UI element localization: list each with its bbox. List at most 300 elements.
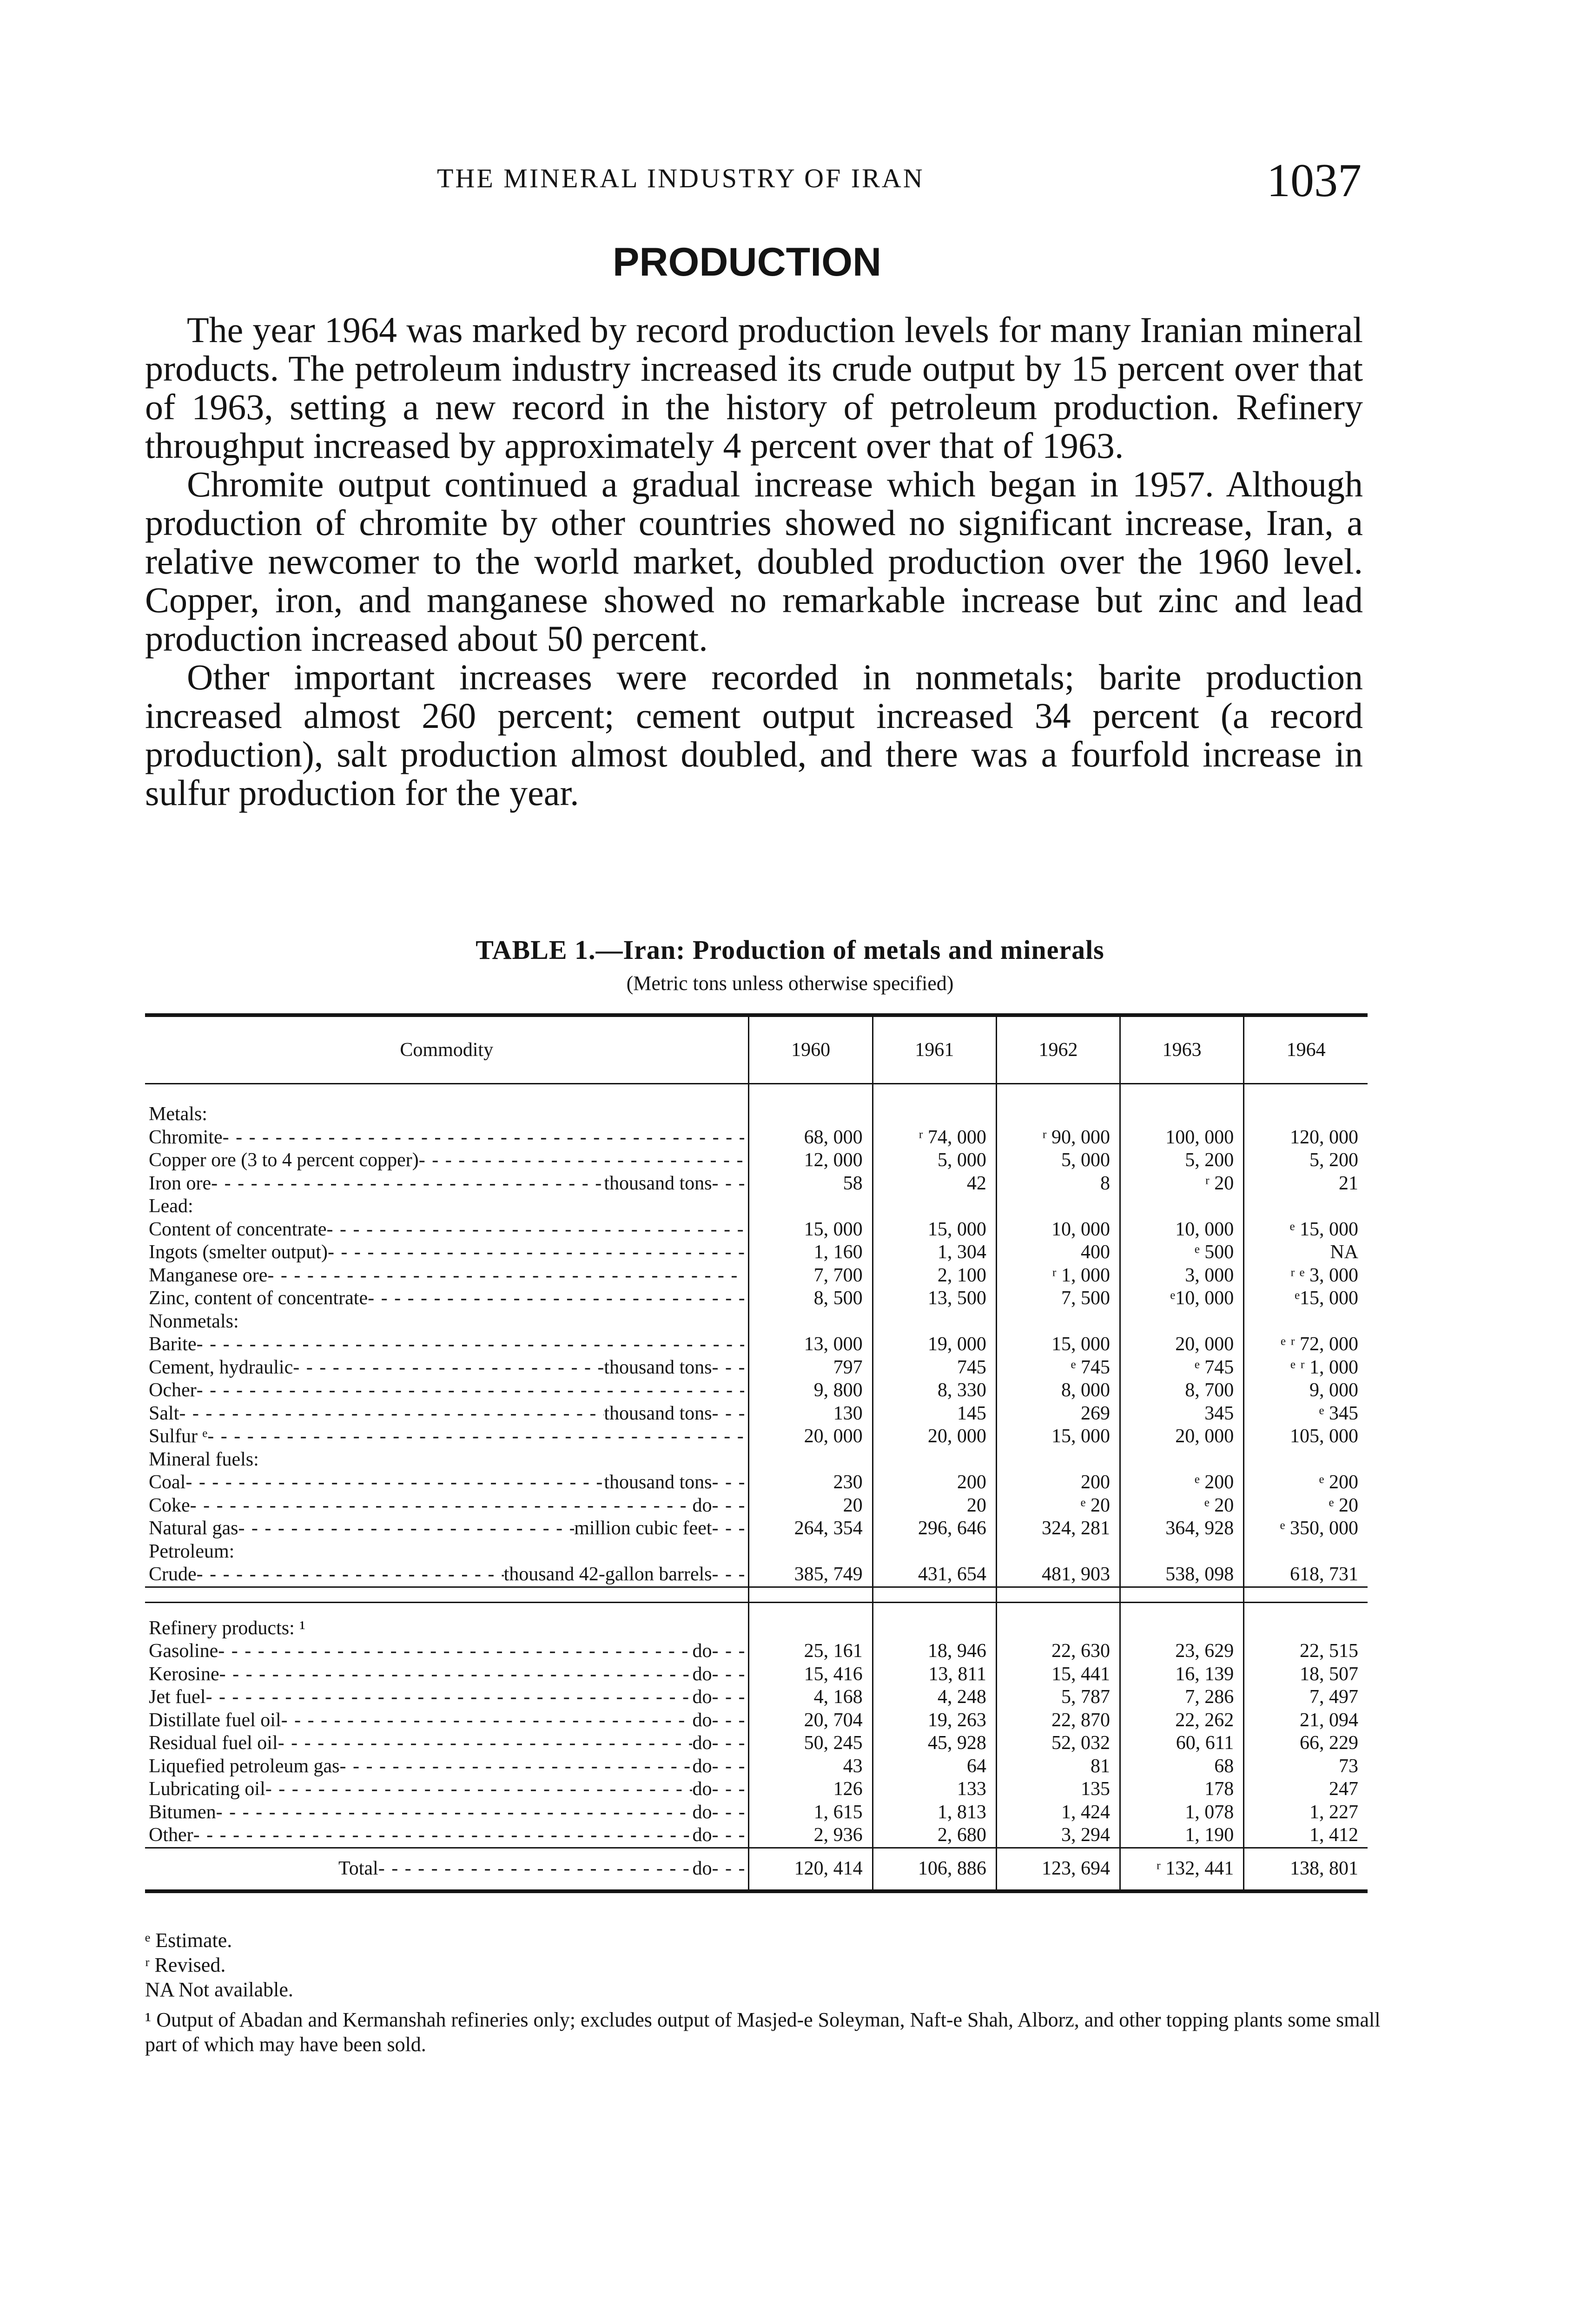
unit-label: do [692,1709,712,1731]
value-cell: 73 [1244,1755,1368,1778]
dot-leader [712,1824,744,1847]
table-row [145,1640,1368,1663]
value-cell: 15, 000 [749,1218,873,1241]
value-cell: 133 [873,1778,996,1801]
dot-leader [712,1494,744,1518]
commodity-cell [145,1195,749,1218]
commodity-cell [145,1640,749,1663]
commodity-label: Crude [149,1564,197,1585]
commodity-cell [145,1663,749,1686]
commodity-cell [145,1241,749,1264]
page-header [0,153,1580,209]
production-table [145,1013,1368,1893]
value-cell: ᵉ 20 [1120,1494,1244,1518]
value-cell [1120,1310,1244,1334]
table-row [145,1755,1368,1778]
table-row [145,1241,1368,1264]
value-cell: 3, 294 [996,1824,1120,1848]
value-cell: 400 [996,1241,1120,1264]
value-cell: 20 [873,1494,996,1518]
commodity-label: Chromite [149,1126,223,1148]
value-cell: 5, 000 [873,1149,996,1172]
value-cell: 64 [873,1755,996,1778]
dot-leader [267,1264,744,1287]
commodity-label: Ingots (smelter output) [149,1241,328,1263]
commodity-label: Petroleum: [149,1540,235,1562]
value-cell: 15, 000 [996,1425,1120,1448]
value-cell: 7, 497 [1244,1686,1368,1709]
unit-label: thousand tons [604,1172,712,1194]
value-cell: 22, 262 [1120,1709,1244,1732]
commodity-cell [145,1778,749,1801]
value-cell: ᵉ ʳ 1, 000 [1244,1356,1368,1380]
paragraph-3: Other important increases were recorded in nonmetals; barite production increased almost 260 percent; cement output increased 34 percent (a record production), salt production almost doubled, and there was a fourfold increase in sulfur production for the year. [145,657,1363,813]
unit-label: thousand tons [604,1402,712,1424]
dot-leader [712,1778,744,1801]
running-head: THE MINERAL INDUSTRY OF IRAN [437,163,925,193]
value-cell [996,1195,1120,1218]
value-cell: 1, 412 [1244,1824,1368,1848]
table-row [145,1333,1368,1356]
table-row [145,1778,1368,1801]
commodity-cell [145,1218,749,1241]
value-cell: 58 [749,1172,873,1195]
table-row [145,1709,1368,1732]
commodity-label: Salt [149,1402,179,1424]
commodity-cell [145,1425,749,1448]
table-row [145,1686,1368,1709]
table-row [145,1287,1368,1310]
commodity-cell [145,1848,749,1891]
table-row [145,1356,1368,1380]
commodity-label: Natural gas [149,1518,238,1539]
value-cell: 145 [873,1402,996,1426]
column-header: 1960 [749,1015,873,1084]
table-row [145,1379,1368,1402]
value-cell: 16, 139 [1120,1663,1244,1686]
value-cell [873,1310,996,1334]
commodity-cell [145,1287,749,1310]
value-cell: 120, 414 [749,1848,873,1891]
value-cell: NA [1244,1241,1368,1264]
commodity-cell [145,1540,749,1564]
value-cell: 20, 000 [1120,1333,1244,1356]
dot-leader [340,1755,693,1778]
value-cell: ᵉ 745 [996,1356,1120,1380]
value-cell [996,1540,1120,1564]
refinery-heading: Refinery products: ¹ [149,1617,305,1639]
value-cell [873,1195,996,1218]
table-row [145,1471,1368,1494]
commodity-label: Coal [149,1472,186,1493]
value-cell: 20, 000 [749,1425,873,1448]
value-cell: 1, 304 [873,1241,996,1264]
unit-label: do [692,1801,712,1823]
value-cell: 9, 000 [1244,1379,1368,1402]
commodity-cell [145,1402,749,1426]
value-cell [996,1310,1120,1334]
value-cell: 130 [749,1402,873,1426]
value-cell: 15, 441 [996,1663,1120,1686]
value-cell: 1, 190 [1120,1824,1244,1848]
table-row [145,1448,1368,1472]
commodity-label: Ocher [149,1380,197,1401]
value-cell [996,1448,1120,1472]
value-cell: 105, 000 [1244,1425,1368,1448]
dot-leader [712,1801,744,1824]
value-cell: 18, 507 [1244,1663,1368,1686]
footnote-na: NA Not available. [145,1978,293,2001]
value-cell: 15, 000 [996,1333,1120,1356]
commodity-label: Barite [149,1334,197,1355]
value-cell: 264, 354 [749,1517,873,1540]
value-cell: ᵉ 200 [1120,1471,1244,1494]
value-cell [749,1103,873,1126]
dot-leader [712,1402,744,1426]
dot-leader [207,1425,744,1448]
commodity-cell [145,1471,749,1494]
value-cell: 5, 200 [1244,1149,1368,1172]
table-row [145,1402,1368,1426]
dot-leader [185,1471,604,1494]
value-cell: 5, 200 [1120,1149,1244,1172]
unit-label: do [692,1778,712,1800]
value-cell [873,1540,996,1564]
value-cell [873,1103,996,1126]
dot-leader [197,1333,745,1356]
dot-leader [197,1379,745,1402]
unit-label: thousand tons [604,1356,712,1378]
commodity-label: Iron ore [149,1172,212,1194]
dot-leader [328,1241,745,1264]
dot-leader [327,1218,745,1241]
value-cell: 8 [996,1172,1120,1195]
value-cell: 364, 928 [1120,1517,1244,1540]
value-cell: 138, 801 [1244,1848,1368,1891]
value-cell: 7, 286 [1120,1686,1244,1709]
value-cell: 60, 611 [1120,1732,1244,1755]
value-cell: 45, 928 [873,1732,996,1755]
value-cell: 7, 500 [996,1287,1120,1310]
table-row [145,1126,1368,1149]
commodity-cell [145,1448,749,1472]
value-cell: 23, 629 [1120,1640,1244,1663]
unit-label: do [692,1663,712,1685]
value-cell: ʳ 74, 000 [873,1126,996,1149]
table-header-row [145,1015,1368,1084]
value-cell: 20 [749,1494,873,1518]
dot-leader [712,1471,744,1494]
dot-leader [179,1402,604,1426]
value-cell: 1, 813 [873,1801,996,1824]
commodity-label: Metals: [149,1103,207,1125]
commodity-label: Manganese ore [149,1264,268,1286]
table-row [145,1494,1368,1518]
column-header: 1963 [1120,1015,1244,1084]
table-row [145,1149,1368,1172]
commodity-label: Distillate fuel oil [149,1709,281,1731]
value-cell: 13, 811 [873,1663,996,1686]
table-row [145,1732,1368,1755]
value-cell: 10, 000 [1120,1218,1244,1241]
value-cell: 1, 078 [1120,1801,1244,1824]
paragraph-1: The year 1964 was marked by record production levels for many Iranian mineral products. The petroleum industry increased its crude output by 15 percent over that of 1963, setting a new record in the history of petroleum production. Refinery throughput increased by approximately 4 percent over that of 1963. [145,310,1363,466]
value-cell: 8, 500 [749,1287,873,1310]
dot-leader [712,1686,744,1709]
value-cell: 25, 161 [749,1640,873,1663]
value-cell: 15, 000 [873,1218,996,1241]
value-cell [1244,1540,1368,1564]
value-cell [749,1448,873,1472]
value-cell: 385, 749 [749,1563,873,1587]
value-cell: 247 [1244,1778,1368,1801]
value-cell: 269 [996,1402,1120,1426]
table-subtitle: (Metric tons unless otherwise specified) [626,972,954,995]
value-cell: 345 [1120,1402,1244,1426]
value-cell: 200 [873,1471,996,1494]
value-cell: ᵉ 350, 000 [1244,1517,1368,1540]
value-cell: 1, 160 [749,1241,873,1264]
value-cell [1120,1540,1244,1564]
value-cell: ᵉ 745 [1120,1356,1244,1380]
commodity-cell [145,1686,749,1709]
value-cell [1120,1195,1244,1218]
spacer-row [145,1084,1368,1103]
value-cell: ᵉ ʳ 72, 000 [1244,1333,1368,1356]
commodity-label: Total [338,1857,378,1879]
value-cell: 8, 000 [996,1379,1120,1402]
table-row [145,1103,1368,1126]
table-row [145,1663,1368,1686]
commodity-label: Mineral fuels: [149,1448,259,1470]
value-cell: 52, 032 [996,1732,1120,1755]
value-cell: 22, 515 [1244,1640,1368,1663]
value-cell: 120, 000 [1244,1126,1368,1149]
value-cell [1244,1195,1368,1218]
commodity-label: Nonmetals: [149,1310,239,1332]
value-cell: 431, 654 [873,1563,996,1587]
dot-leader [238,1517,574,1540]
value-cell: 5, 787 [996,1686,1120,1709]
dot-leader [368,1287,744,1310]
dot-leader [712,1755,744,1778]
value-cell: 43 [749,1755,873,1778]
value-cell: 50, 245 [749,1732,873,1755]
commodity-label: Residual fuel oil [149,1732,278,1754]
commodity-label: Bitumen [149,1801,216,1823]
footnote-estimate: ᵉ Estimate. [145,1929,232,1952]
value-cell: 4, 248 [873,1686,996,1709]
value-cell: 126 [749,1778,873,1801]
total-row [145,1848,1368,1891]
table-row [145,1425,1368,1448]
value-cell [749,1540,873,1564]
value-cell: 4, 168 [749,1686,873,1709]
value-cell: ᵉ 345 [1244,1402,1368,1426]
unit-label: thousand 42-gallon barrels [503,1564,712,1585]
dot-leader [712,1709,744,1732]
spacer-row [145,1602,1368,1617]
value-cell: 538, 098 [1120,1563,1244,1587]
dot-leader [219,1663,693,1686]
dot-leader [712,1640,744,1663]
value-cell: 20, 000 [1120,1425,1244,1448]
value-cell: 12, 000 [749,1149,873,1172]
value-cell: 100, 000 [1120,1126,1244,1149]
value-cell: 230 [749,1471,873,1494]
value-cell: 8, 700 [1120,1379,1244,1402]
value-cell: 481, 903 [996,1563,1120,1587]
dot-leader [712,1663,744,1686]
dot-leader [712,1356,744,1380]
value-cell: ʳ 132, 441 [1120,1848,1244,1891]
commodity-cell [145,1801,749,1824]
column-header: Commodity [145,1015,749,1084]
table-body [145,1084,1368,1891]
value-cell [1244,1103,1368,1126]
value-cell: 68 [1120,1755,1244,1778]
dot-leader [378,1857,693,1881]
table-row [145,1310,1368,1334]
value-cell: ᵉ15, 000 [1244,1287,1368,1310]
commodity-cell [145,1732,749,1755]
table-row [145,1517,1368,1540]
value-cell: 797 [749,1356,873,1380]
dot-leader [712,1563,744,1586]
dot-leader [197,1563,504,1586]
value-cell: 20, 704 [749,1709,873,1732]
value-cell: 200 [996,1471,1120,1494]
value-cell: 618, 731 [1244,1563,1368,1587]
value-cell: ʳ 1, 000 [996,1264,1120,1287]
commodity-cell [145,1494,749,1518]
commodity-cell [145,1172,749,1195]
dot-leader [216,1801,693,1824]
value-cell: 81 [996,1755,1120,1778]
commodity-cell [145,1356,749,1380]
spacer-row [145,1587,1368,1602]
commodity-cell [145,1563,749,1587]
unit-label: do [692,1732,712,1754]
value-cell: 1, 227 [1244,1801,1368,1824]
value-cell: ᵉ 15, 000 [1244,1218,1368,1241]
value-cell: 21 [1244,1172,1368,1195]
commodity-cell [145,1824,749,1848]
commodity-label: Kerosine [149,1663,219,1685]
value-cell: 2, 680 [873,1824,996,1848]
commodity-label: Zinc, content of concentrate [149,1287,368,1309]
column-header: 1962 [996,1015,1120,1084]
value-cell: 135 [996,1778,1120,1801]
commodity-cell [145,1755,749,1778]
table-row [145,1801,1368,1824]
commodity-cell [145,1333,749,1356]
footnote-revised: ʳ Revised. [145,1954,226,1976]
value-cell: 19, 263 [873,1709,996,1732]
value-cell: 8, 330 [873,1379,996,1402]
footnote-1: ¹ Output of Abadan and Kermanshah refineries only; excludes output of Masjed-e Soleyman, Naft-e Shah, Alborz, and other topping plants some small part of which may have been sold. [145,2008,1381,2056]
commodity-cell [145,1517,749,1540]
value-cell: 1, 424 [996,1801,1120,1824]
dot-leader [712,1732,744,1755]
value-cell: 15, 416 [749,1663,873,1686]
dot-leader [278,1732,693,1755]
unit-label: million cubic feet [574,1518,712,1539]
commodity-label: Other [149,1824,193,1846]
value-cell: 21, 094 [1244,1709,1368,1732]
value-cell: 324, 281 [996,1517,1120,1540]
value-cell: 66, 229 [1244,1732,1368,1755]
value-cell: 1, 615 [749,1801,873,1824]
unit-label: do [692,1824,712,1846]
value-cell [1120,1448,1244,1472]
commodity-label: Liquefied petroleum gas [149,1755,340,1777]
value-cell: 7, 700 [749,1264,873,1287]
value-cell: ʳ ᵉ 3, 000 [1244,1264,1368,1287]
value-cell: 296, 646 [873,1517,996,1540]
dot-leader [211,1172,604,1195]
table-row [145,1264,1368,1287]
column-header: 1964 [1244,1015,1368,1084]
value-cell: ʳ 90, 000 [996,1126,1120,1149]
dot-leader [223,1126,745,1149]
commodity-label: Sulfur ᵉ [149,1426,208,1447]
commodity-label: Gasoline [149,1640,218,1662]
table-row [145,1195,1368,1218]
dot-leader [193,1824,693,1847]
section-heading: PRODUCTION [613,240,882,284]
value-cell: 2, 936 [749,1824,873,1848]
dot-leader [712,1172,744,1195]
value-cell: 19, 000 [873,1333,996,1356]
table-row [145,1617,1368,1640]
dot-leader [712,1517,744,1540]
value-cell [1120,1103,1244,1126]
table-row [145,1218,1368,1241]
unit-label: do [692,1640,712,1662]
commodity-label: Cement, hydraulic [149,1356,293,1378]
commodity-label: Lead: [149,1195,193,1217]
commodity-cell [145,1126,749,1149]
unit-label: do [692,1857,712,1879]
unit-label: do [692,1755,712,1777]
value-cell: 20, 000 [873,1425,996,1448]
commodity-label: Jet fuel [149,1686,206,1708]
value-cell: ᵉ 20 [996,1494,1120,1518]
value-cell: ʳ 20 [1120,1172,1244,1195]
unit-label: thousand tons [604,1472,712,1493]
dot-leader [293,1356,604,1380]
value-cell: ᵉ 500 [1120,1241,1244,1264]
paragraph-2: Chromite output continued a gradual increase which began in 1957. Although production of chromite by other countries showed no significant increase, Iran, a relative newcomer to the world market, doubled production over the 1960 level. Copper, iron, and manganese showed no remarkable increase but zinc and lead production increased about 50 percent. [145,464,1363,659]
value-cell: 745 [873,1356,996,1380]
value-cell [873,1448,996,1472]
value-cell [996,1103,1120,1126]
table-row [145,1540,1368,1564]
table-row [145,1172,1368,1195]
unit-label: do [692,1494,712,1516]
value-cell: 5, 000 [996,1149,1120,1172]
value-cell: 178 [1120,1778,1244,1801]
commodity-label: Coke [149,1494,190,1516]
footnotes [145,1928,1400,2057]
value-cell: ᵉ 200 [1244,1471,1368,1494]
dot-leader [205,1686,692,1709]
value-cell: 18, 946 [873,1640,996,1663]
commodity-cell [145,1310,749,1334]
value-cell [1244,1310,1368,1334]
value-cell: 9, 800 [749,1379,873,1402]
